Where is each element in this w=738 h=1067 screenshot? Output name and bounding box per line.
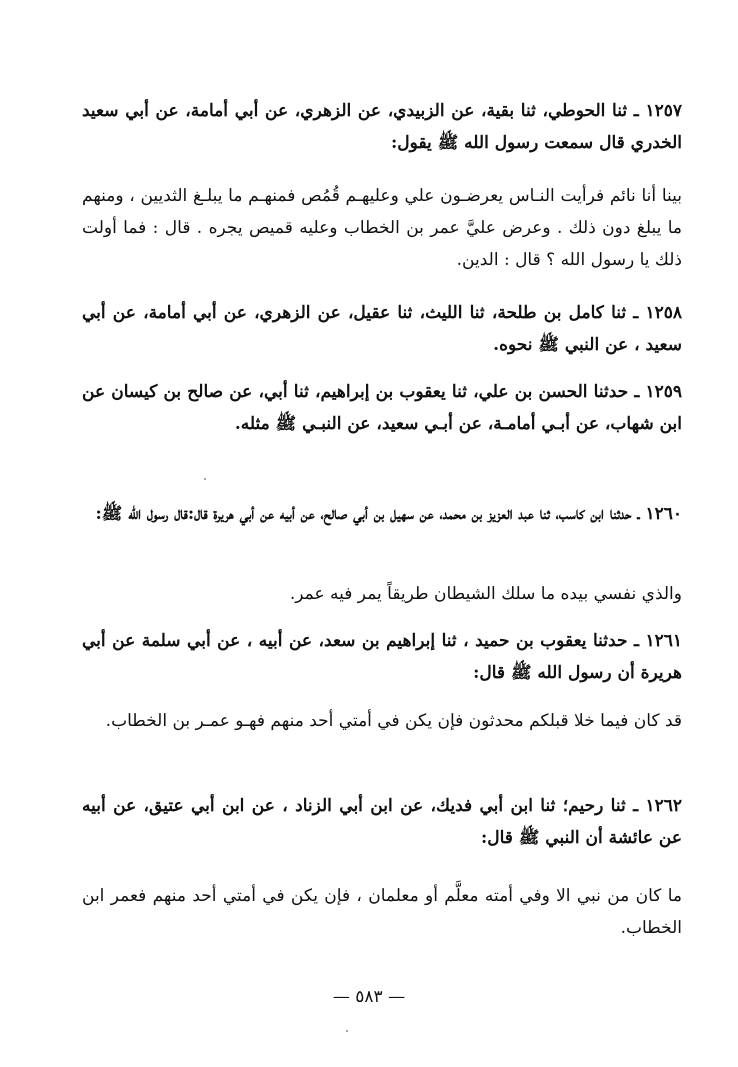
hadith-1261-text: قد كان فيما خلا قبلكم محدثون فإن يكن في أمتي أحد منهم فهـو عمـر بن الخطاب. bbox=[105, 711, 682, 731]
hadith-1258-chain: ١٢٥٨ ـ ثنا كامل بن طلحة، ثنا الليث، ثنا عقيل، عن الزهري، عن أبي أمامة، عن أبي سعيد ، عن النبي ﷺ نحوه. bbox=[82, 303, 682, 355]
scan-speck bbox=[346, 1030, 348, 1032]
hadith-1261-chain: ١٢٦١ ـ حدثنا يعقوب بن حميد ، ثنا إبراهيم بن سعد، عن أبيه ، عن أبي سلمة عن أبي هريرة أن رسول الله ﷺ قال: bbox=[82, 631, 682, 683]
page-number: — ٥٨٣ — bbox=[332, 987, 406, 1007]
hadith-1262-text: ما كان من نبي الا وفي أمته معلَّم أو معلمان ، فإن يكن في أمتي أحد منهم فعمر ابن الخطاب. bbox=[82, 886, 682, 938]
hadith-1260-chain: ١٢٦٠ ـ حدثنا ابن كاسب، ثنا عبد العزيز بن محمد، عن سهيل بن أبي صالح، عن أبيه عن أبي هريرة قال:قال رسول الله ﷺ: bbox=[95, 504, 682, 524]
hadith-1257-text: بينا أنا نائم فرأيت النـاس يعرضـون علي وعليهـم قُمُص فمنهـم ما يبلـغ الثديين ، ومنهم ما يبلغ دون ذلك . وعرض عليَّ عمر بن الخطاب وعليه قميص يجره . قال : فما أولت ذلك يا رسول الله ؟ قال : الدين. bbox=[82, 186, 682, 270]
scan-speck bbox=[204, 478, 206, 480]
hadith-1260-text: والذي نفسي بيده ما سلك الشيطان طريقاً يمر فيه عمر. bbox=[289, 584, 682, 604]
hadith-1257-chain: ١٢٥٧ ـ ثنا الحوطي، ثنا بقية، عن الزبيدي، عن الزهري، عن أبي أمامة، عن أبي سعيد الخدري قال سمعت رسول الله ﷺ يقول: bbox=[82, 101, 682, 153]
hadith-1262-chain: ١٢٦٢ ـ ثنا رحيم؛ ثنا ابن أبي فديك، عن ابن أبي الزناد ، عن ابن أبي عتيق، عن أبيه عن عائشة أن النبي ﷺ قال: bbox=[82, 796, 682, 848]
hadith-1259-chain: ١٢٥٩ ـ حدثنا الحسن بن علي، ثنا يعقوب بن إبراهيم، ثنا أبي، عن صالح بن كيسان عن ابن شهاب، عن أبـي أمامـة، عن أبـي سعيد، عن النبـي ﷺ مثله. bbox=[82, 382, 682, 434]
